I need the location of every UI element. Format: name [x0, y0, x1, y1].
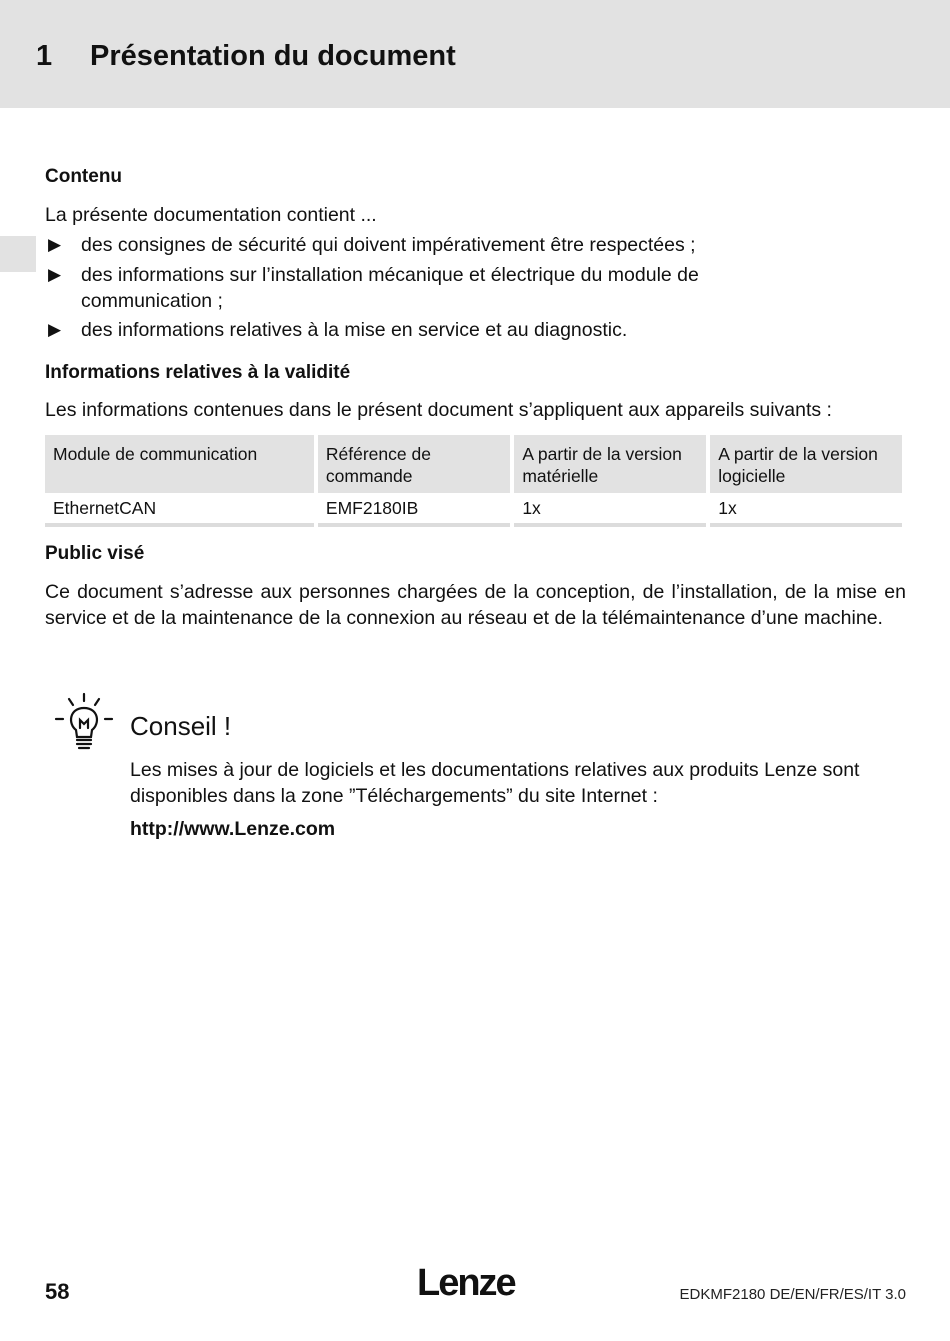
lenze-logo: Lenze [417, 1262, 515, 1304]
chapter-number: 1 [36, 40, 53, 72]
website-link[interactable]: http://www.Lenze.com [130, 818, 336, 840]
page-number: 58 [45, 1279, 70, 1304]
validite-heading: Informations relatives à la validité [45, 362, 351, 383]
column-header: A partir de la version logicielle [710, 435, 902, 493]
table-cell: 1x [514, 493, 706, 527]
list-item-text: des consignes de sécurité qui doivent impérativement être respectées ; [81, 234, 696, 256]
table-cell: EthernetCAN [45, 493, 314, 527]
contenu-heading: Contenu [45, 166, 123, 187]
document-code: EDKMF2180 DE/EN/FR/ES/IT 3.0 [679, 1286, 906, 1303]
table-row [45, 493, 902, 527]
list-item-text: des informations relatives à la mise en service et au diagnostic. [81, 319, 628, 341]
bullet-arrow-icon: ▶ [48, 320, 62, 339]
column-header: Référence de commande [318, 435, 510, 493]
table-cell: 1x [710, 493, 902, 527]
list-item [45, 232, 905, 258]
list-item [45, 262, 905, 314]
list-item [45, 317, 905, 343]
bullet-arrow-icon: ▶ [48, 265, 62, 284]
public-text: Ce document s’adresse aux personnes chargées de la conception, de l’installation, de la mise en service et de la maintenance de la connexion au réseau et de la télémaintenance d’une machine. [45, 581, 906, 629]
tip-title: Conseil ! [130, 711, 232, 741]
lightbulb-icon [54, 692, 114, 757]
column-header: A partir de la version matérielle [514, 435, 706, 493]
validite-intro: Les informations contenues dans le présent document s’appliquent aux appareils suivants : [45, 399, 832, 421]
table-cell: EMF2180IB [318, 493, 510, 527]
validity-table [41, 435, 906, 527]
public-heading: Public visé [45, 543, 145, 564]
side-tab-marker [0, 236, 36, 272]
bullet-arrow-icon: ▶ [48, 235, 62, 254]
table-header-row [45, 435, 902, 493]
contenu-intro: La présente documentation contient ... [45, 204, 377, 226]
column-header: Module de communication [45, 435, 314, 493]
tip-text: Les mises à jour de logiciels et les documentations relatives aux produits Lenze sont disponibles dans la zone ”Téléchargements” du site Internet : [130, 759, 860, 807]
list-item-text: des informations sur l’installation mécanique et électrique du module de communication ; [81, 264, 699, 312]
chapter-title: Présentation du document [90, 40, 456, 72]
